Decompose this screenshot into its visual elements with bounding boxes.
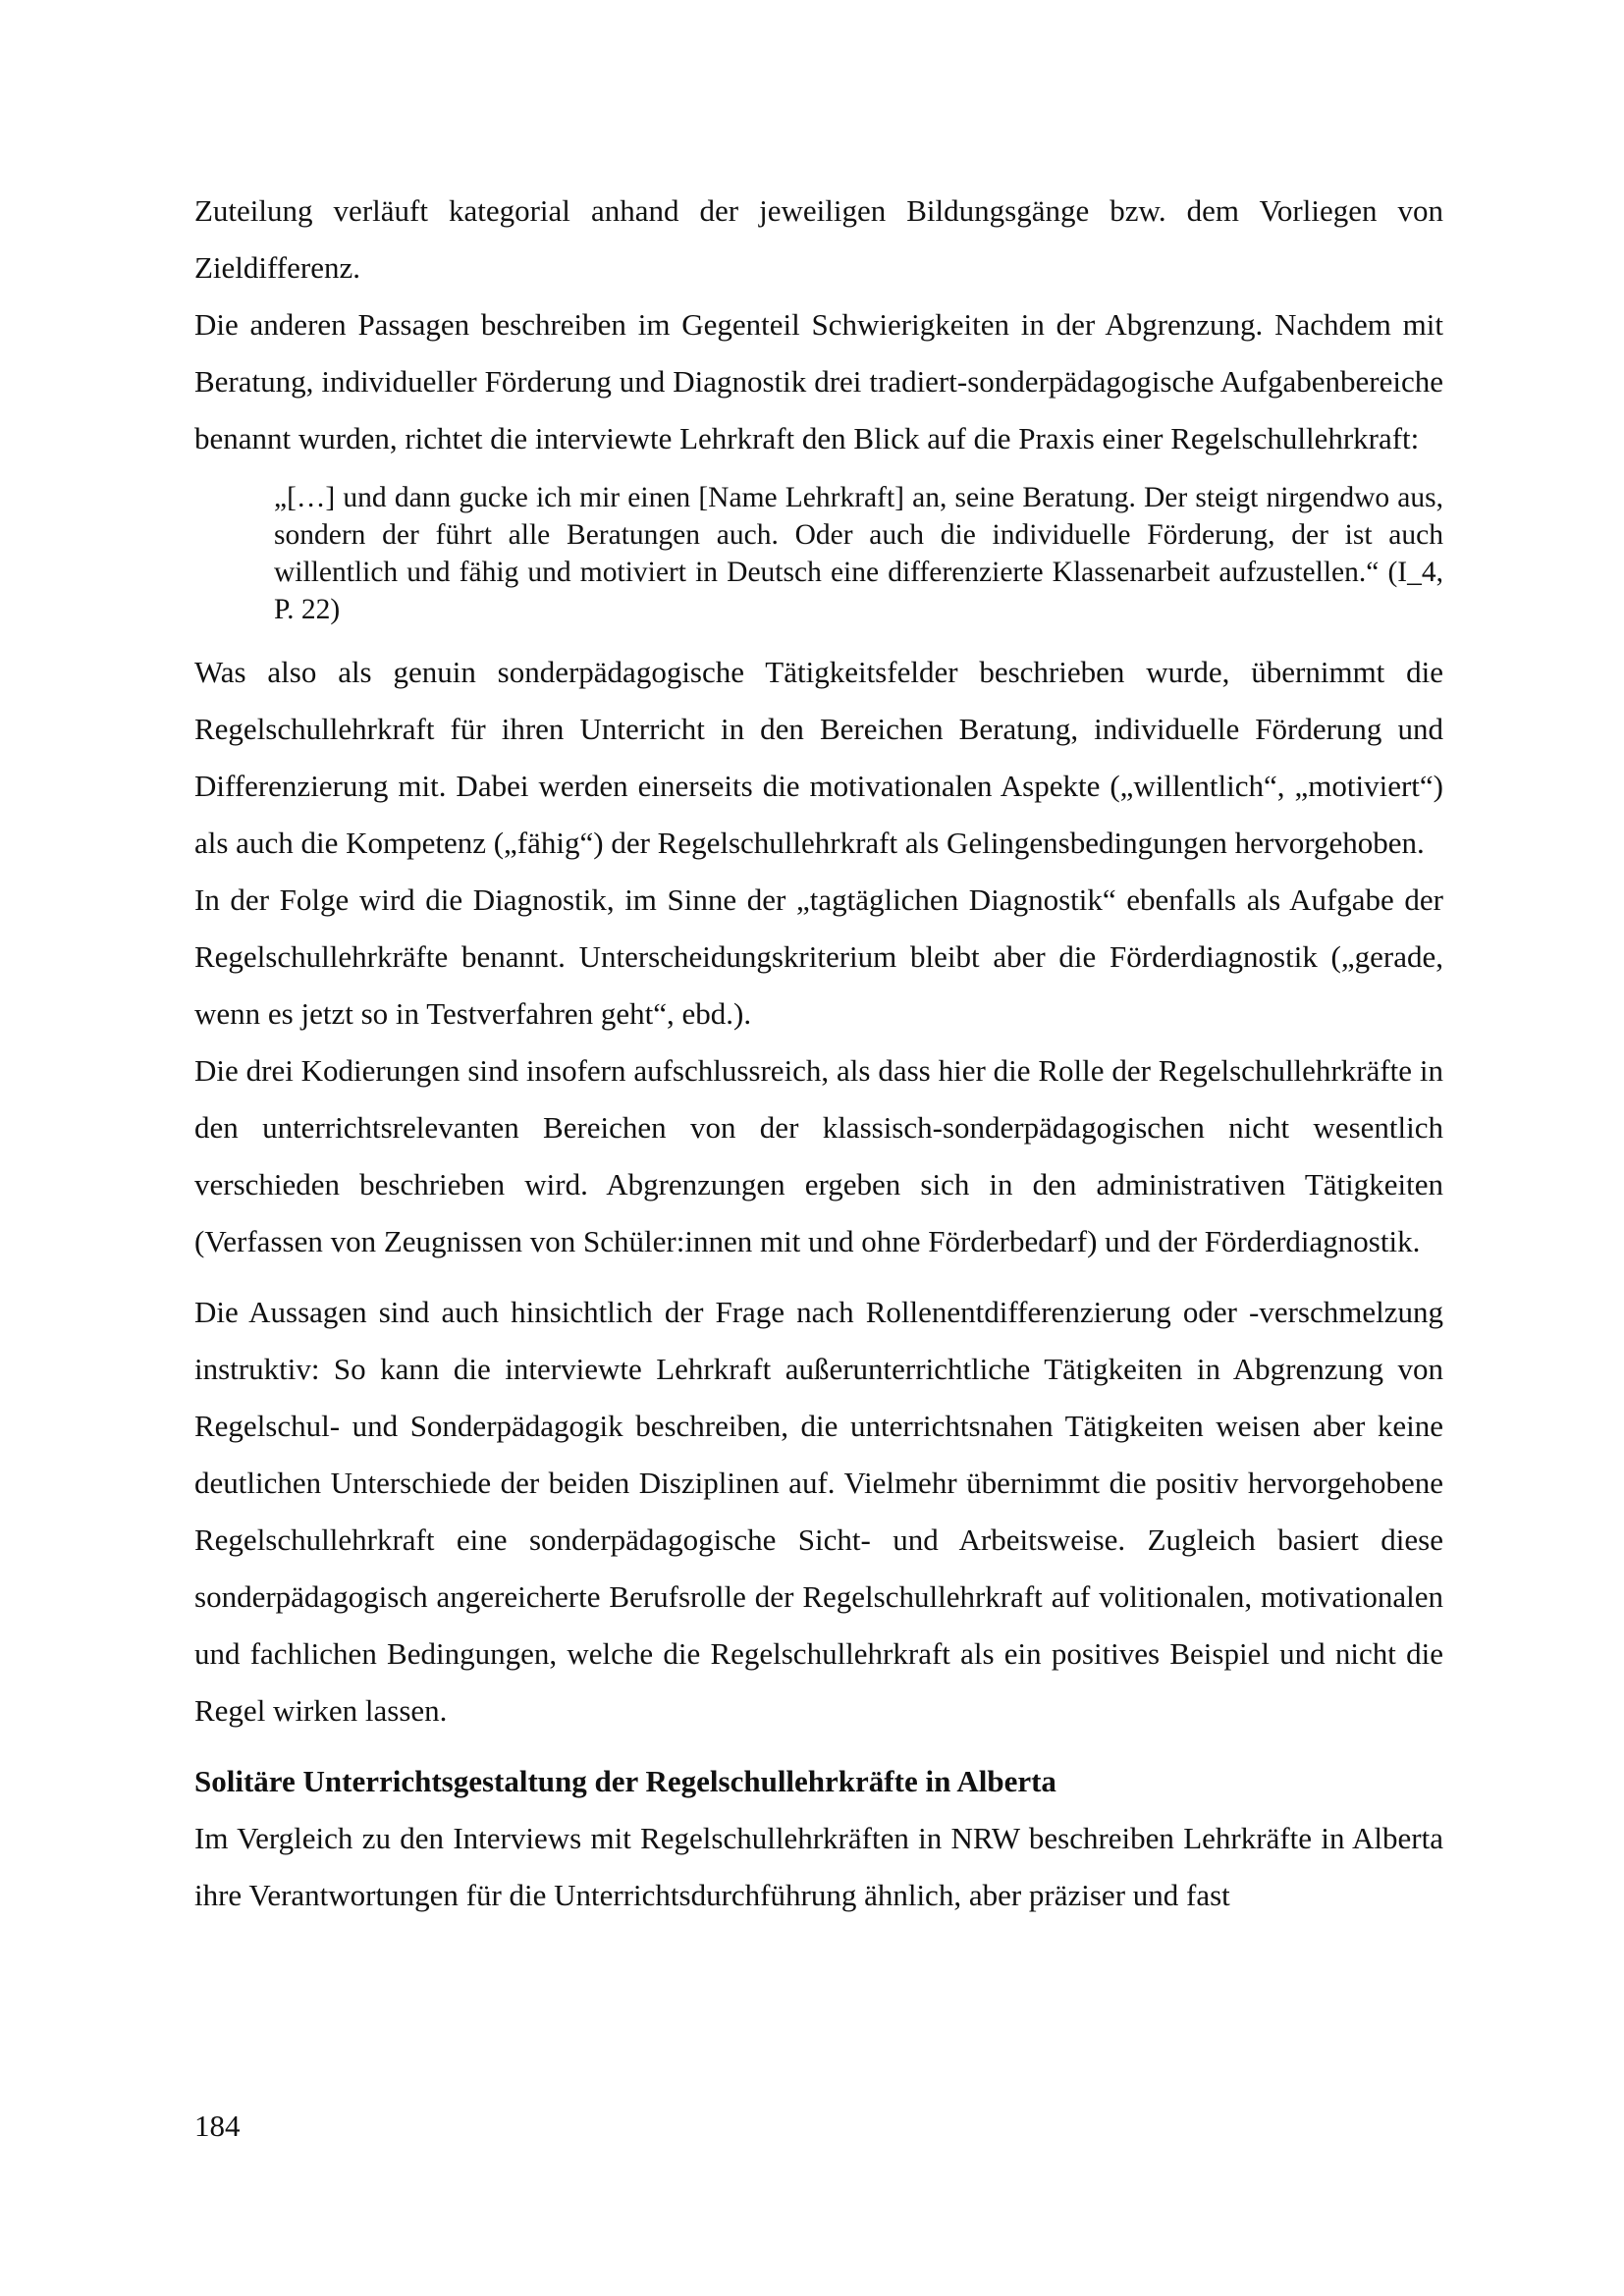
block-quote-interview: „[…] und dann gucke ich mir einen [Name Lehrkraft] an, seine Beratung. Der steigt nirgendwo aus, sondern der führt alle Beratungen auch. Oder auch die individuelle Förderung, der ist auch willentlich und fähig und motiviert in Deutsch eine differenzierte Klassenarbeit aufzustellen.“ (I_4, P. 22): [274, 482, 1443, 625]
section-heading-alberta: Solitäre Unterrichtsgestaltung der Regelschullehrkräfte in Alberta: [194, 1764, 1056, 1798]
paragraph-aussagen: Die Aussagen sind auch hinsichtlich der Frage nach Rollenentdifferenzierung oder -verschmelzung instruktiv: So kann die interviewte Lehrkraft außerunterrichtliche Tätigkeiten in Abgrenzung von Regelschul- und Sonderpädagogik beschreiben, die unterrichtsnahen Tätigkeiten weisen aber keine deutlichen Unterschiede der beiden Disziplinen auf. Vielmehr übernimmt die positiv hervorgehobene Regelschullehrkraft eine sonderpädagogische Sicht- und Arbeitsweise. Zugleich basiert diese sonderpädagogisch angereicherte Berufsrolle der Regelschullehrkraft auf volitionalen, motivationalen und fachlichen Bedingungen, welche die Regelschullehrkraft als ein positives Beispiel und nicht die Regel wirken lassen.: [194, 1295, 1443, 1728]
page-body: [194, 183, 1443, 1924]
paragraph-zuteilung: Zuteilung verläuft kategorial anhand der jeweiligen Bildungsgänge bzw. dem Vorliegen von Zieldifferenz.: [194, 193, 1443, 285]
page-number: 184: [194, 2109, 241, 2143]
paragraph-vergleich: Im Vergleich zu den Interviews mit Regelschullehrkräften in NRW beschreiben Lehrkräfte in Alberta ihre Verantwortungen für die Unterrichtsdurchführung ähnlich, aber präziser und fast: [194, 1821, 1443, 1912]
paragraph-taetigkeitsfelder: Was also als genuin sonderpädagogische Tätigkeitsfelder beschrieben wurde, übernimmt die Regelschullehrkraft für ihren Unterricht in den Bereichen Beratung, individuelle Förderung und Differenzierung mit. Dabei werden einerseits die motivationalen Aspekte („willentlich“, „motiviert“) als auch die Kompetenz („fähig“) der Regelschullehrkraft als Gelingensbedingungen hervorgehoben.: [194, 655, 1443, 860]
paragraph-abgrenzung: Die anderen Passagen beschreiben im Gegenteil Schwierigkeiten in der Abgrenzung. Nachdem mit Beratung, individueller Förderung und Diagnostik drei tradiert-sonderpädagogische Aufgabenbereiche benannt wurden, richtet die interviewte Lehrkraft den Blick auf die Praxis einer Regelschullehrkraft:: [194, 307, 1443, 455]
paragraph-diagnostik: In der Folge wird die Diagnostik, im Sinne der „tagtäglichen Diagnostik“ ebenfalls als Aufgabe der Regelschullehrkräfte benannt. Unterscheidungskriterium bleibt aber die Förderdiagnostik („gerade, wenn es jetzt so in Testverfahren geht“, ebd.).: [194, 882, 1443, 1031]
paragraph-kodierungen: Die drei Kodierungen sind insofern aufschlussreich, als dass hier die Rolle der Regelschullehrkräfte in den unterrichtsrelevanten Bereichen von der klassisch-sonderpädagogischen nicht wesentlich verschieden beschrieben wird. Abgrenzungen ergeben sich in den administrativen Tätigkeiten (Verfassen von Zeugnissen von Schüler:innen mit und ohne Förderbedarf) und der Förderdiagnostik.: [194, 1053, 1443, 1258]
